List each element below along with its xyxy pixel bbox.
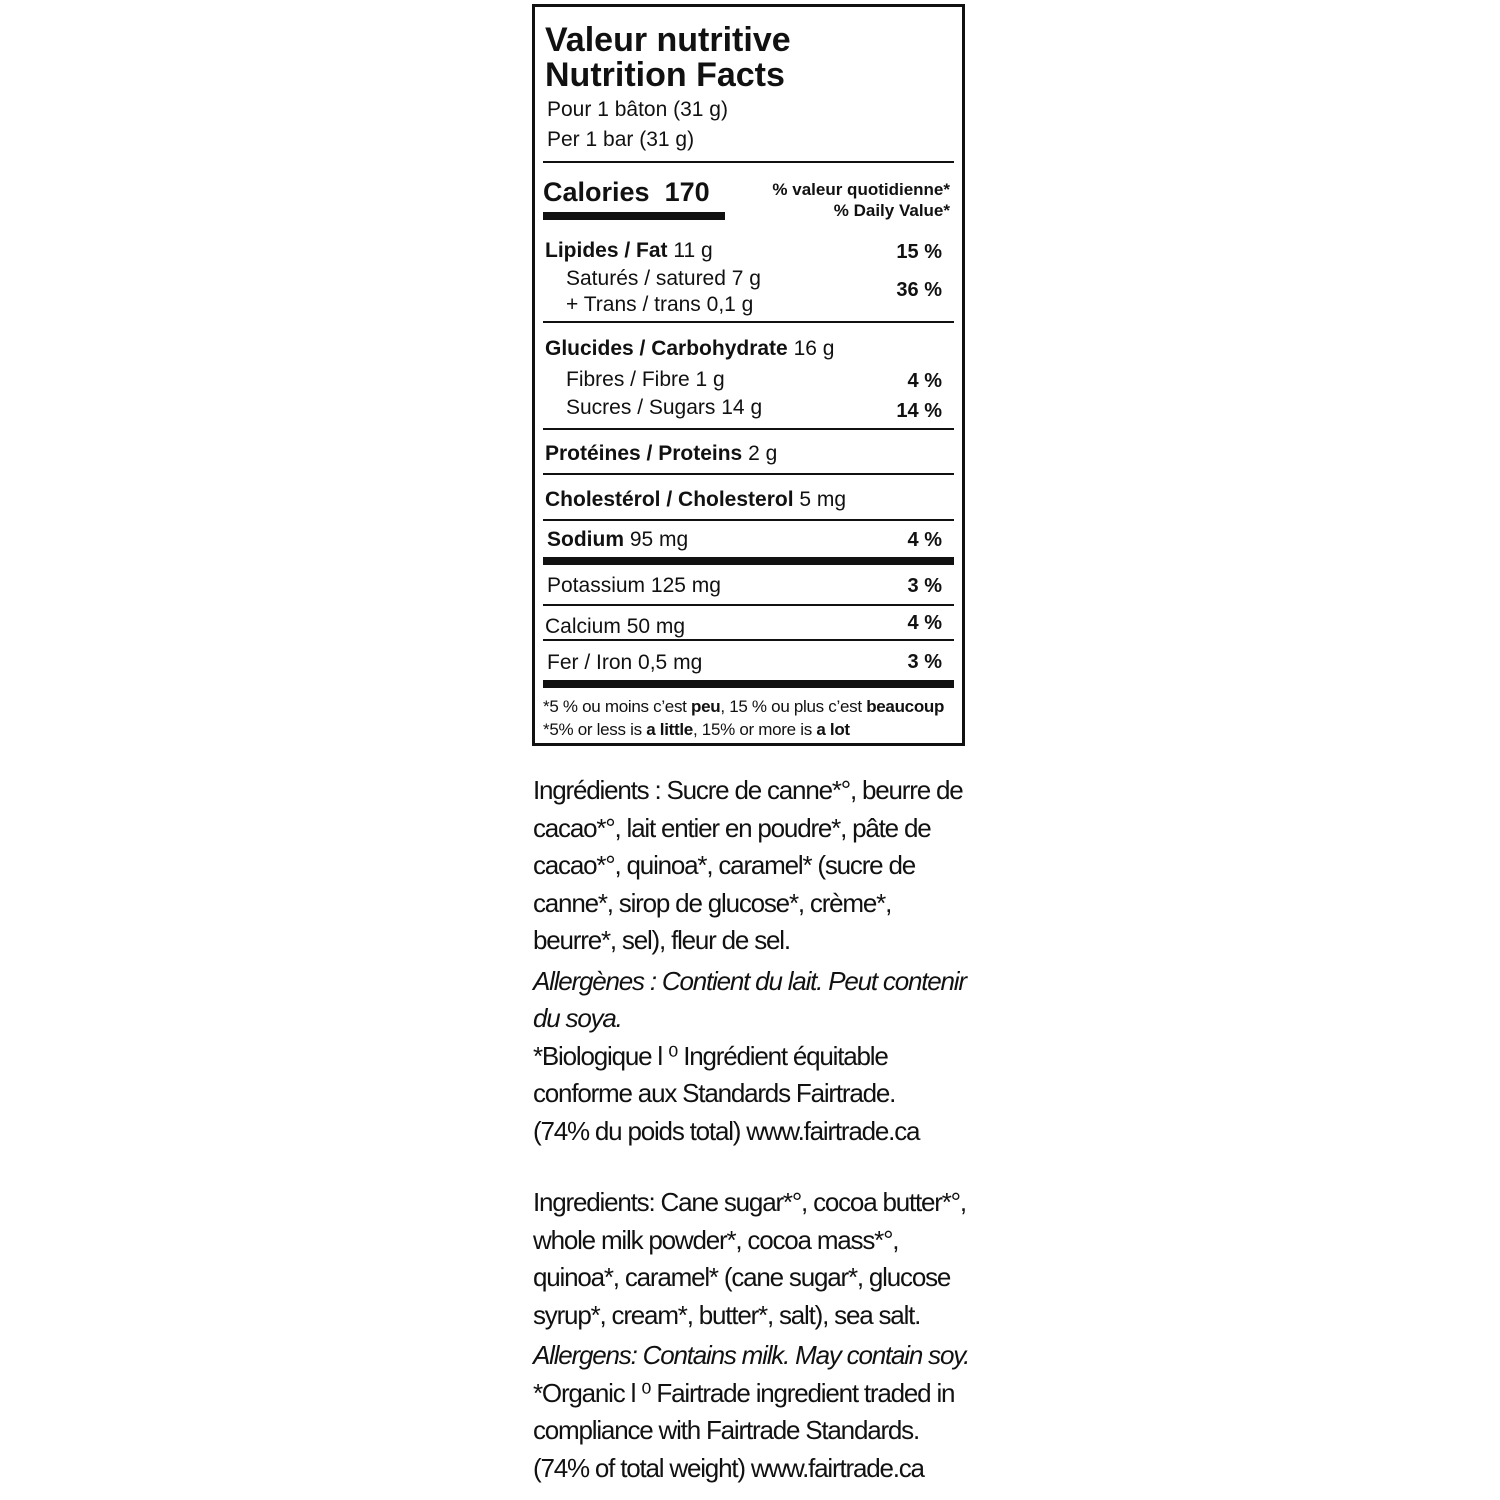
calories-row <box>543 177 710 208</box>
sugars-row: Sucres / Sugars 14 g <box>566 396 763 419</box>
potassium-row: Potassium 125 mg <box>547 574 721 597</box>
ingredients-en: Ingredients: Cane sugar*°, cocoa butter*°, whole milk powder*, cocoa mass*°, quinoa*, caramel* (cane sugar*, glucose syrup*, cream*, butter*, salt), sea salt. <box>533 1187 966 1330</box>
footnote-fr: *5 % ou moins c’est peu, 15 % ou plus c’est beaucoup <box>543 697 945 716</box>
fairtrade-weight-en: (74% of total weight) www.fairtrade.ca <box>533 1452 924 1483</box>
calcium-dv: 4 % <box>907 612 942 634</box>
title-fr: Valeur nutritive <box>545 21 791 59</box>
fibre-row: Fibres / Fibre 1 g <box>566 368 725 391</box>
fibre-dv: 4 % <box>907 370 942 392</box>
fat-dv: 15 % <box>896 241 942 263</box>
divider <box>543 604 954 606</box>
sodium-dv: 4 % <box>907 529 942 551</box>
ingredients-fr: Ingrédients : Sucre de canne*°, beurre de cacao*°, lait entier en poudre*, pâte de cacao*°, quinoa*, caramel* (sucre de canne*, sirop de glucose*, crème*, beurre*, sel), fleur de sel. <box>533 775 963 955</box>
allergens-en: Allergens: Contains milk. May contain soy. <box>533 1340 970 1370</box>
calories-underline <box>543 212 725 220</box>
divider <box>543 428 954 430</box>
serving-size-fr: Pour 1 bâton (31 g) <box>547 98 728 121</box>
sodium-row: Sodium 95 mg <box>547 528 689 551</box>
iron-row: Fer / Iron 0,5 mg <box>547 651 703 674</box>
potassium-dv: 3 % <box>907 575 942 597</box>
divider <box>543 321 954 323</box>
sugars-dv: 14 % <box>896 400 942 422</box>
cholesterol-row: Cholestérol / Cholesterol 5 mg <box>545 488 847 511</box>
fat-row: Lipides / Fat 11 g <box>545 239 713 262</box>
calcium-row: Calcium 50 mg <box>545 615 686 638</box>
iron-dv: 3 % <box>907 651 942 673</box>
daily-value-header: % valeur quotidienne* % Daily Value* <box>772 180 950 220</box>
ingredients-section <box>533 772 978 1487</box>
fairtrade-weight-fr: (74% du poids total) www.fairtrade.ca <box>533 1115 920 1146</box>
organic-note-en: *Organic l ⁰ Fairtrade ingredient traded in compliance with Fairtrade Standards. <box>533 1377 955 1445</box>
carbohydrate-row: Glucides / Carbohydrate 16 g <box>545 337 835 360</box>
calories-value: 170 <box>664 177 710 207</box>
trans-row: + Trans / trans 0,1 g <box>566 293 754 316</box>
divider <box>543 473 954 475</box>
footnote-en: *5% or less is a little, 15% or more is a lot <box>543 720 850 739</box>
saturated-row: Saturés / satured 7 g <box>566 267 761 290</box>
divider <box>543 639 954 641</box>
divider <box>543 161 954 163</box>
title-en: Nutrition Facts <box>545 56 785 94</box>
thick-divider <box>543 680 954 688</box>
calories-label: Calories <box>543 177 650 207</box>
divider <box>543 519 954 521</box>
thick-divider <box>543 557 954 565</box>
saturated-trans-dv: 36 % <box>896 279 942 301</box>
nutrition-facts-table <box>532 4 965 746</box>
organic-note-fr: *Biologique l ⁰ Ingrédient équitable conforme aux Standards Fairtrade. <box>533 1040 896 1108</box>
serving-size-en: Per 1 bar (31 g) <box>547 128 695 151</box>
allergens-fr: Allergènes : Contient du lait. Peut contenir du soya. <box>533 965 966 1033</box>
protein-row: Protéines / Proteins 2 g <box>545 442 778 465</box>
